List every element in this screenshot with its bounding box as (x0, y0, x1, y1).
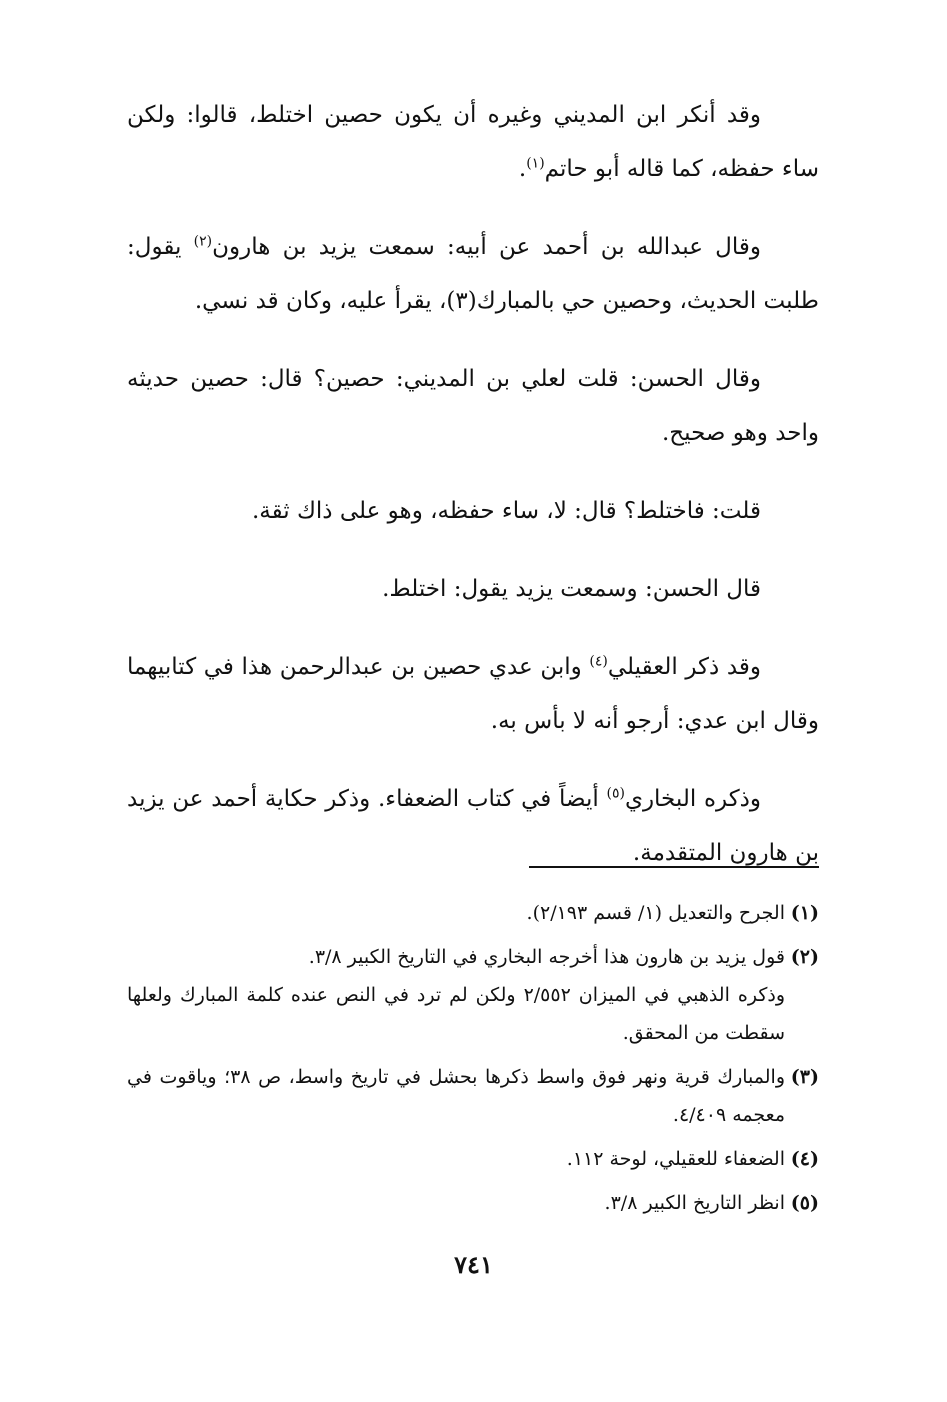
footnote-number: (٣) (790, 1066, 819, 1088)
footnote-number: (٤) (790, 1148, 819, 1170)
footnote-line: انظر التاريخ الكبير ٣/٨. (604, 1192, 785, 1214)
footnote-text (127, 1058, 785, 1134)
page-number: ٧٤١ (454, 1250, 493, 1279)
paragraph-6 (127, 640, 819, 748)
footnote-3 (127, 1058, 819, 1134)
paragraph-tail: . (518, 156, 527, 182)
footnote-2 (127, 938, 819, 1052)
footnote-text (127, 938, 785, 1052)
paragraph-1 (127, 88, 819, 196)
paragraph-tail: يقول: طلبت الحديث، وحصين حي بالمبارك(٣)، يقرأ عليه، وكان قد نسي. (127, 234, 819, 314)
footnote-separator (529, 866, 819, 868)
paragraph-text: وقال عبدالله بن أحمد عن أبيه: سمعت يزيد بن هارون (212, 234, 761, 260)
footnote-line: الضعفاء للعقيلي، لوحة ١١٢. (566, 1148, 785, 1170)
paragraph-text: وذكره البخاري (624, 786, 761, 812)
paragraph-text: وقال الحسن: قلت لعلي بن المديني: حصين؟ قال: حصين حديثه واحد وهو صحيح. (127, 366, 819, 446)
footnote-number: (٥) (790, 1192, 819, 1214)
footnote-text (127, 1184, 785, 1222)
paragraph-4 (127, 484, 819, 538)
footnote-number: (١) (790, 902, 819, 924)
footnote-1 (127, 894, 819, 932)
paragraph-2 (127, 220, 819, 328)
footnote-line: والمبارك قرية ونهر فوق واسط ذكرها بحشل في تاريخ واسط، ص ٣٨؛ وياقوت في معجمه ٤/٤٠٩. (127, 1066, 785, 1126)
paragraph-7 (127, 772, 819, 880)
paragraph-tail: أيضاً في كتاب الضعفاء. وذكر حكاية أحمد عن يزيد بن هارون المتقدمة. (127, 786, 819, 866)
paragraph-tail: وابن عدي حصين بن عبدالرحمن هذا في كتابيهما وقال ابن عدي: أرجو أنه لا بأس به. (127, 654, 819, 734)
footnote-line: الجرح والتعديل (١/ قسم ٢/١٩٣). (526, 902, 785, 924)
footnote-4 (127, 1140, 819, 1178)
footnote-5 (127, 1184, 819, 1222)
paragraph-5 (127, 562, 819, 616)
footnote-ref: (٤) (589, 653, 608, 670)
footnote-ref: (١) (526, 155, 545, 172)
footnotes (127, 894, 819, 1228)
footnote-line: قول يزيد بن هارون هذا أخرجه البخاري في التاريخ الكبير ٣/٨. (308, 946, 785, 968)
paragraph-text: قال الحسن: وسمعت يزيد يقول: اختلط. (382, 576, 761, 602)
footnote-text (127, 894, 785, 932)
footnote-ref: (٥) (606, 785, 625, 802)
main-text (127, 88, 819, 904)
footnote-line: وذكره الذهبي في الميزان ٢/٥٥٢ ولكن لم ترد في النص عنده كلمة المبارك ولعلها سقطت من المحقق. (127, 984, 786, 1044)
paragraph-3 (127, 352, 819, 460)
footnote-ref: (٢) (193, 233, 213, 250)
paragraph-text: قلت: فاختلط؟ قال: لا، ساء حفظه، وهو على ذاك ثقة. (251, 498, 761, 524)
footnote-number: (٢) (790, 946, 819, 968)
paragraph-text: وقد ذكر العقيلي (607, 654, 761, 680)
footnote-text (127, 1140, 785, 1178)
paragraph-text: وقد أنكر ابن المديني وغيره أن يكون حصين اختلط، قالوا: ولكن ساء حفظه، كما قاله أبو حاتم (127, 102, 819, 182)
